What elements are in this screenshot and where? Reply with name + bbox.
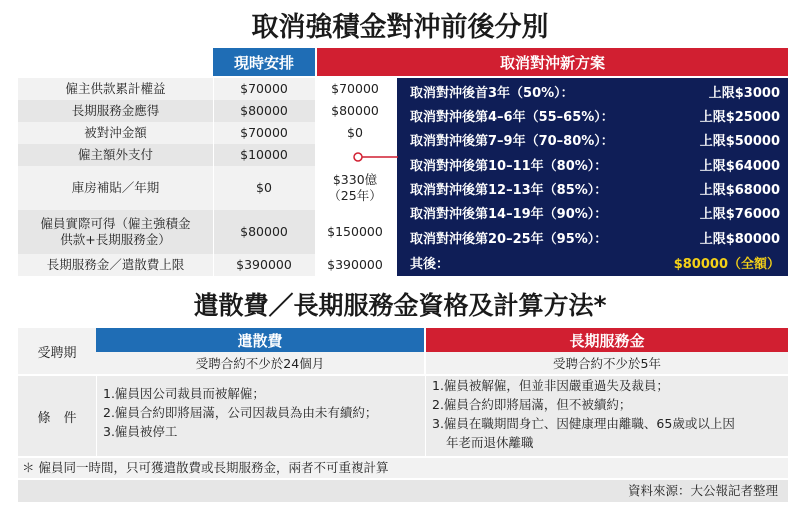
row-after-value: $0 [347, 125, 363, 140]
new-plan-period: 取消對沖後第10–11年（80%）： [410, 158, 608, 174]
condition-item: 年老而退休離職 [446, 435, 534, 450]
row-label: 庫房補貼／年期 [71, 180, 160, 195]
new-plan-row [410, 127, 780, 151]
row-after-value: $150000 [327, 224, 383, 239]
new-plan-period: 取消對沖後第4–6年（55–65%）： [410, 109, 614, 125]
row-label: 長期服務金／遣散費上限 [46, 257, 185, 272]
row-after-value: $80000 [331, 103, 379, 118]
row-current-value: $10000 [240, 147, 288, 162]
new-plan-period: 取消對沖後第12–13年（85%）： [410, 182, 608, 198]
new-plan-period: 其後： [410, 256, 450, 272]
new-plan-row [410, 176, 780, 200]
new-plan-row [410, 250, 780, 274]
row-current-value: $80000 [240, 103, 288, 118]
subsidy-amount: $330億 [332, 172, 378, 187]
row-after-value: $70000 [331, 81, 379, 96]
conditions-header: 條 件 [37, 410, 77, 426]
new-plan-cap: 上限$50000 [699, 133, 780, 149]
connector-pointer-icon [352, 150, 398, 164]
new-plan-period: 取消對沖後首3年（50%）： [410, 85, 574, 101]
row-label [18, 210, 213, 254]
new-plan-cap: 上限$25000 [699, 109, 780, 125]
new-plan-period: 取消對沖後第14–19年（90%）： [410, 206, 608, 222]
new-plan-cap: $80000（全額） [673, 256, 780, 272]
condition-item: 1.僱員因公司裁員而被解僱； [103, 386, 265, 401]
condition-item: 2.僱員合約即將屆滿，但不被續約； [432, 397, 632, 412]
new-plan-cap: 上限$76000 [699, 206, 780, 222]
row-label: 被對沖金額 [84, 125, 147, 140]
row-label: 僱主額外支付 [77, 147, 153, 162]
new-plan-row [410, 152, 780, 176]
row-after-value [315, 166, 395, 210]
top-title: 取消強積金對沖前後分別 [251, 12, 549, 43]
row-current-value: $70000 [240, 81, 288, 96]
new-plan-cap: 上限$64000 [699, 158, 780, 174]
new-plan-cap: 上限$68000 [699, 182, 780, 198]
new-plan-row [410, 103, 780, 127]
long-service-conditions [426, 376, 788, 452]
footnote: ＊ 僱員同一時間，只可獲遣散費或長期服務金，兩者不可重複計算 [18, 458, 788, 478]
new-plan-cap: 上限$3000 [708, 85, 780, 101]
severance-conditions [97, 384, 425, 441]
condition-item: 3.僱員被停工 [103, 424, 178, 439]
bottom-title: 遣散費／長期服務金資格及計算方法* [193, 291, 607, 320]
condition-item: 2.僱員合約即將屆滿，公司因裁員為由未有續約； [103, 405, 378, 420]
new-plan-period: 取消對沖後第20–25年（95%）： [410, 231, 608, 247]
row-label: 僱主供款累計權益 [65, 81, 166, 96]
condition-item: 3.僱員在職期間身亡、因健康理由離職、65歲或以上因 [432, 416, 735, 431]
row-current-value: $80000 [240, 224, 288, 239]
row-current-value: $390000 [236, 257, 292, 272]
source-credit: 資料來源：大公報記者整理 [18, 480, 788, 502]
subsidy-years: （25年） [328, 188, 382, 203]
long-service-period: 受聘合約不少於5年 [553, 356, 661, 371]
new-plan-cap: 上限$80000 [699, 231, 780, 247]
row-current-value: $0 [256, 180, 272, 195]
new-plan-row [410, 79, 780, 103]
long-service-header: 長期服務金 [426, 328, 788, 352]
header-current-arrangement: 現時安排 [213, 48, 315, 76]
row-label-line: 供款+長期服務金） [60, 232, 171, 247]
condition-item: 1.僱員被解僱，但並非因嚴重過失及裁員； [432, 378, 669, 393]
header-new-plan: 取消對沖新方案 [317, 48, 788, 76]
employment-period-header: 受聘期 [18, 328, 96, 374]
new-plan-period: 取消對沖後第7–9年（70–80%）： [410, 133, 614, 149]
new-plan-row [410, 200, 780, 224]
severance-period: 受聘合約不少於24個月 [195, 356, 325, 371]
row-current-value: $70000 [240, 125, 288, 140]
row-label-line: 僱員實際可得（僱主強積金 [40, 216, 191, 231]
new-plan-row [410, 225, 780, 249]
row-after-value: $390000 [327, 257, 383, 272]
severance-header: 遣散費 [96, 328, 424, 352]
row-label: 長期服務金應得 [71, 103, 160, 118]
